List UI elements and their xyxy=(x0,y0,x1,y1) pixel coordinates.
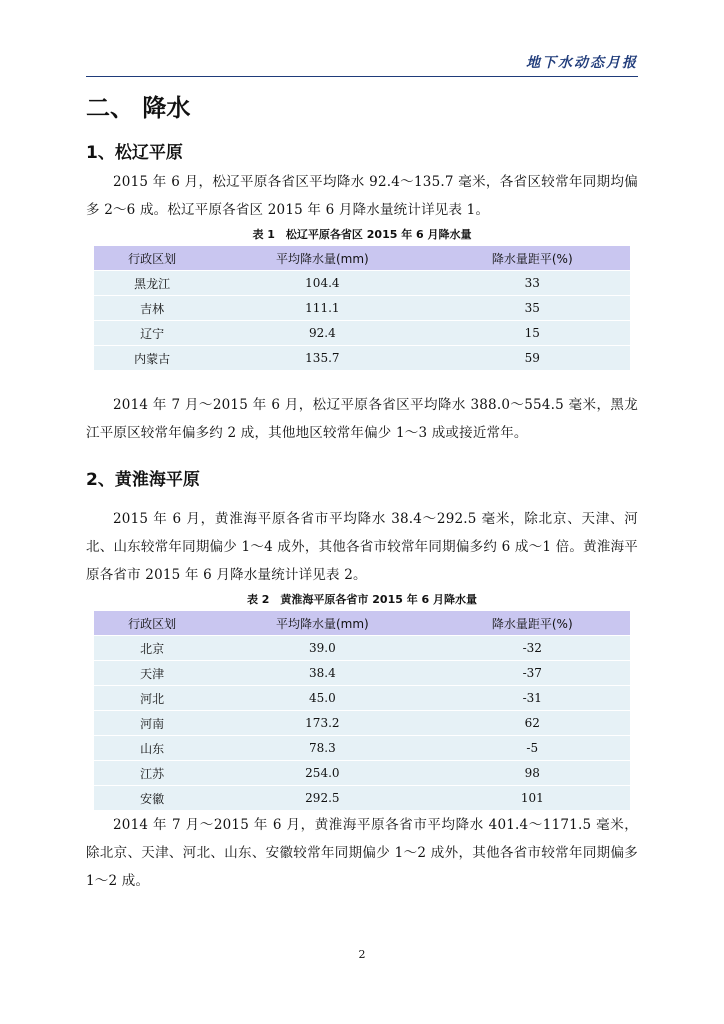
column-header: 平均降水量(mm) xyxy=(210,611,434,636)
header-rule xyxy=(86,76,638,77)
table-header-row xyxy=(94,611,630,636)
table-cell: 15 xyxy=(435,321,630,346)
table-row xyxy=(94,636,630,661)
table-cell: 35 xyxy=(435,296,630,321)
column-header: 平均降水量(mm) xyxy=(210,246,434,271)
table-cell: 292.5 xyxy=(210,786,434,811)
table-cell: 111.1 xyxy=(210,296,434,321)
table-cell: 254.0 xyxy=(210,761,434,786)
table-cell: 33 xyxy=(435,271,630,296)
table-cell: 安徽 xyxy=(94,786,210,811)
column-header: 降水量距平(%) xyxy=(435,611,630,636)
table-cell: 62 xyxy=(435,711,630,736)
table-cell: 39.0 xyxy=(210,636,434,661)
table-row xyxy=(94,271,630,296)
table-row xyxy=(94,296,630,321)
table-cell: 45.0 xyxy=(210,686,434,711)
table-cell: 吉林 xyxy=(94,296,210,321)
column-header: 降水量距平(%) xyxy=(435,246,630,271)
subsection-title-songliao: 1、松辽平原 xyxy=(86,143,183,163)
table-cell: 135.7 xyxy=(210,346,434,371)
table-cell: 92.4 xyxy=(210,321,434,346)
table-row xyxy=(94,346,630,371)
table-cell: 98 xyxy=(435,761,630,786)
table-row xyxy=(94,711,630,736)
column-header: 行政区划 xyxy=(94,611,210,636)
table-1 xyxy=(94,246,630,371)
table-cell: 河北 xyxy=(94,686,210,711)
table-cell: 173.2 xyxy=(210,711,434,736)
table-2 xyxy=(94,611,630,811)
table-row xyxy=(94,786,630,811)
table-cell: 山东 xyxy=(94,736,210,761)
paragraph-huanghuaihai-annual: 2014 年 7 月～2015 年 6 月，黄淮海平原各省市平均降水 401.4～1171.5 毫米，除北京、天津、河北、山东、安徽较常年同期偏少 1～2 成外，其他各省市较常年同期偏多 1～2 成。 xyxy=(86,817,638,889)
spacer xyxy=(86,371,638,391)
table-cell: 黑龙江 xyxy=(94,271,210,296)
table-header-row xyxy=(94,246,630,271)
table-cell: 78.3 xyxy=(210,736,434,761)
table-cell: -31 xyxy=(435,686,630,711)
table-1-caption: 表 1 松辽平原各省区 2015 年 6 月降水量 xyxy=(252,228,472,241)
table-cell: 河南 xyxy=(94,711,210,736)
paragraph-songliao-annual: 2014 年 7 月～2015 年 6 月，松辽平原各省区平均降水 388.0～554.5 毫米，黑龙江平原区较常年偏多约 2 成，其他地区较常年偏少 1～3 成或接近常年。 xyxy=(86,397,638,441)
table-cell: 天津 xyxy=(94,661,210,686)
table-cell: -37 xyxy=(435,661,630,686)
table-row xyxy=(94,736,630,761)
table-cell: 江苏 xyxy=(94,761,210,786)
paragraph-huanghuaihai-monthly: 2015 年 6 月，黄淮海平原各省市平均降水 38.4～292.5 毫米，除北京、天津、河北、山东较常年同期偏少 1～4 成外，其他各省市较常年同期偏多约 6 成～1 倍。黄淮海平原各省市 2015 年 6 月降水量统计详见表 2。 xyxy=(86,511,638,583)
table-cell: 38.4 xyxy=(210,661,434,686)
table-cell: 101 xyxy=(435,786,630,811)
table-cell: 北京 xyxy=(94,636,210,661)
report-title: 地下水动态月报 xyxy=(526,55,638,71)
table-cell: 104.4 xyxy=(210,271,434,296)
table-cell: -32 xyxy=(435,636,630,661)
table-cell: -5 xyxy=(435,736,630,761)
section-title: 二、 降水 xyxy=(86,94,191,122)
table-cell: 内蒙古 xyxy=(94,346,210,371)
table-row xyxy=(94,661,630,686)
column-header: 行政区划 xyxy=(94,246,210,271)
page-content xyxy=(86,80,638,895)
spacer xyxy=(86,495,638,505)
page-number: 2 xyxy=(358,948,366,961)
table-row xyxy=(94,761,630,786)
table-row xyxy=(94,686,630,711)
paragraph-songliao-monthly: 2015 年 6 月，松辽平原各省区平均降水 92.4～135.7 毫米，各省区较常年同期均偏多 2～6 成。松辽平原各省区 2015 年 6 月降水量统计详见表 1。 xyxy=(86,174,638,218)
subsection-title-huanghuaihai: 2、黄淮海平原 xyxy=(86,470,200,490)
table-cell: 59 xyxy=(435,346,630,371)
table-2-caption: 表 2 黄淮海平原各省市 2015 年 6 月降水量 xyxy=(246,593,478,606)
table-cell: 辽宁 xyxy=(94,321,210,346)
table-row xyxy=(94,321,630,346)
